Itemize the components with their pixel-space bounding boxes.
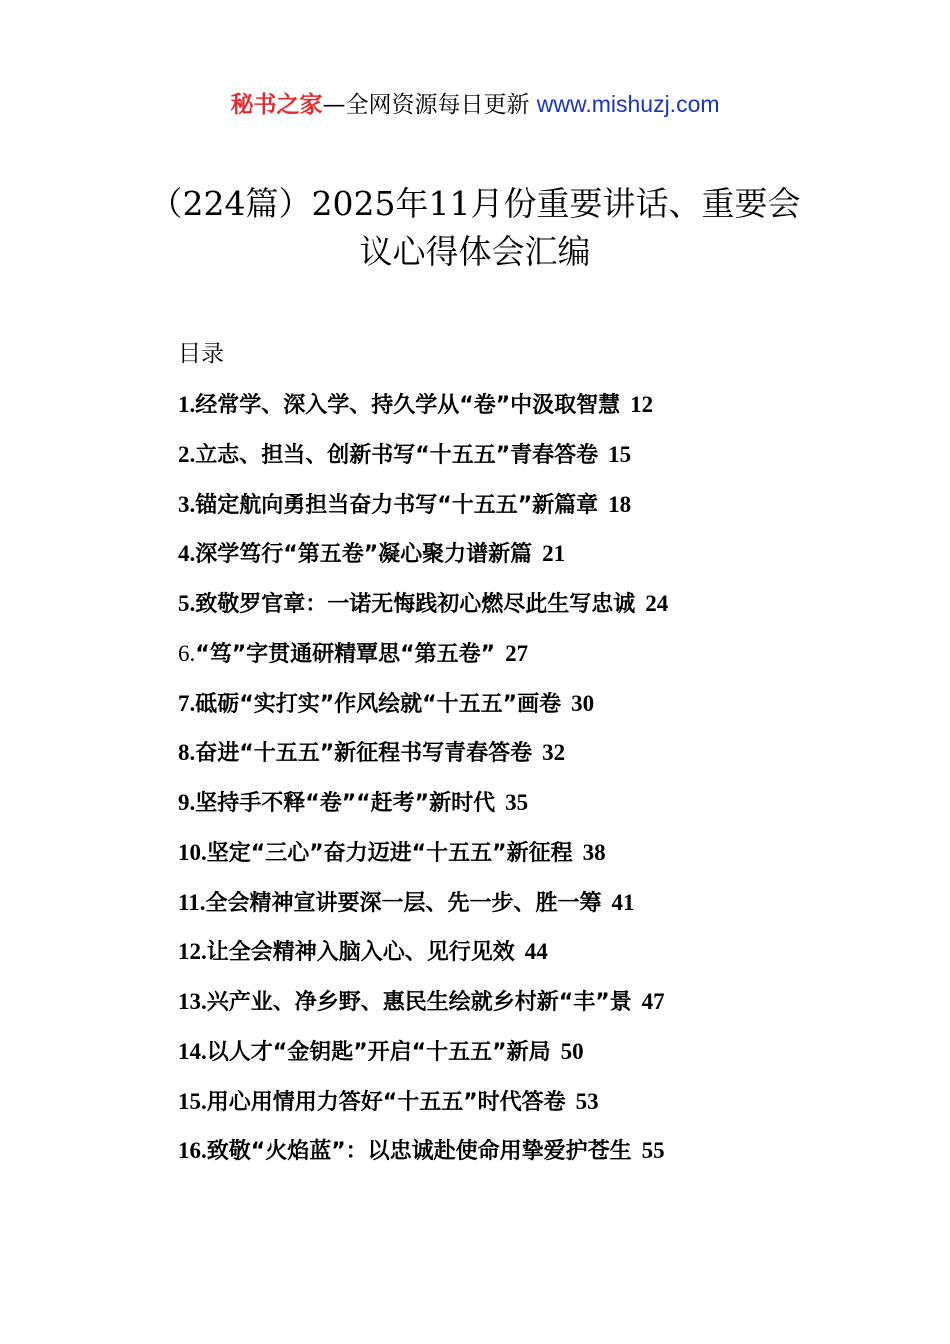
toc-item-title: 致敬“火焰蓝”：以忠诚赴使命用挚爱护苍生 (206, 1139, 632, 1165)
toc-item-page: 44 (524, 939, 548, 965)
site-url-link[interactable]: www.mishuzj.com (536, 91, 720, 117)
toc-item-title: 兴产业、净乡野、惠民生绘就乡村新“丰”景 (206, 990, 632, 1015)
toc-item-number: 4. (178, 541, 196, 567)
title-line-1: （224篇）2025年11月份重要讲话、重要会 (149, 184, 801, 223)
toc-item-number: 11. (178, 889, 206, 915)
toc-item-page: 53 (575, 1088, 599, 1114)
toc-item[interactable] (178, 834, 818, 884)
toc-item-number: 16. (178, 1138, 207, 1164)
toc-item-title: 砥砺“实打实”作风绘就“十五五”画卷 (195, 691, 562, 717)
toc-item-number: 14. (178, 1038, 207, 1064)
toc-item-page: 24 (645, 591, 669, 616)
toc-item-page: 12 (630, 392, 654, 417)
toc-item-page: 41 (611, 889, 635, 915)
toc-item-number: 15. (178, 1088, 207, 1114)
toc-item-page: 32 (542, 740, 566, 766)
toc-item-page: 15 (608, 441, 632, 467)
toc-item[interactable] (178, 933, 818, 983)
toc-heading: 目录 (178, 341, 224, 367)
toc-item-title: 经常学、深入学、持久学从“卷”中汲取智慧 (195, 393, 621, 418)
toc-item[interactable] (178, 983, 818, 1033)
document-title (120, 180, 830, 276)
title-line-2: 议心得体会汇编 (359, 232, 591, 271)
toc-item-title: 让全会精神入脑入心、见行见效 (206, 940, 515, 966)
toc-item-number: 3. (178, 491, 196, 517)
toc-item[interactable] (178, 386, 818, 436)
toc-item-number: 10. (178, 839, 207, 865)
toc-item-page: 21 (542, 541, 566, 567)
toc-item-title: 坚定“三心”奋力迈进“十五五”新征程 (206, 840, 573, 866)
toc-item-title: 深学笃行“第五卷”凝心聚力谱新篇 (195, 542, 533, 568)
toc-item-title: 全会精神宣讲要深一层、先一步、胜一筹 (205, 890, 602, 916)
toc-item-title: 坚持手不释“卷”“赶考”新时代 (195, 791, 496, 816)
toc-item-title: 以人才“金钥匙”开启“十五五”新局 (206, 1039, 551, 1065)
toc-item-page: 18 (608, 491, 632, 517)
toc-item[interactable] (178, 884, 818, 934)
toc-item-number: 6. (178, 640, 196, 666)
toc-item[interactable] (178, 685, 818, 735)
toc-item-page: 50 (560, 1038, 584, 1064)
toc-item-title: 致敬罗官章：一诺无悔践初心燃尽此生写忠诚 (195, 592, 636, 617)
toc-item[interactable] (178, 535, 818, 585)
toc-item[interactable] (178, 585, 818, 635)
toc-item-number: 13. (178, 989, 207, 1014)
toc-item-page: 47 (641, 989, 665, 1014)
toc-item-number: 2. (178, 441, 196, 467)
toc-item-number: 12. (178, 939, 207, 965)
toc-item-title: “笃”字贯通研精覃思“第五卷” (195, 641, 496, 667)
toc-item-title: 奋进“十五五”新征程书写青春答卷 (195, 741, 533, 767)
toc-item-page: 55 (641, 1138, 665, 1164)
toc-item-number: 7. (178, 690, 196, 716)
toc-item[interactable] (178, 1132, 818, 1182)
toc-item[interactable] (178, 436, 818, 486)
toc-item-number: 9. (178, 790, 196, 815)
toc-item-page: 30 (571, 690, 595, 716)
toc-item-number: 1. (178, 392, 196, 417)
toc-item-number: 5. (178, 591, 196, 616)
toc-item-title: 立志、担当、创新书写“十五五”青春答卷 (195, 442, 599, 468)
site-slogan: —全网资源每日更新 (322, 92, 530, 118)
toc-item[interactable] (178, 1033, 818, 1083)
toc-item-page: 27 (505, 640, 529, 666)
toc-item[interactable] (178, 784, 818, 834)
toc-item-page: 35 (505, 790, 529, 815)
site-header (0, 88, 950, 121)
toc-item-title: 锚定航向勇担当奋力书写“十五五”新篇章 (195, 492, 599, 518)
toc-item[interactable] (178, 486, 818, 536)
toc-item[interactable] (178, 734, 818, 784)
toc-item[interactable] (178, 635, 818, 685)
table-of-contents (178, 386, 818, 1182)
toc-item-number: 8. (178, 740, 196, 766)
brand-name: 秘书之家 (230, 92, 323, 118)
toc-item[interactable] (178, 1083, 818, 1133)
toc-item-title: 用心用情用力答好“十五五”时代答卷 (206, 1089, 566, 1115)
toc-item-page: 38 (582, 839, 606, 865)
